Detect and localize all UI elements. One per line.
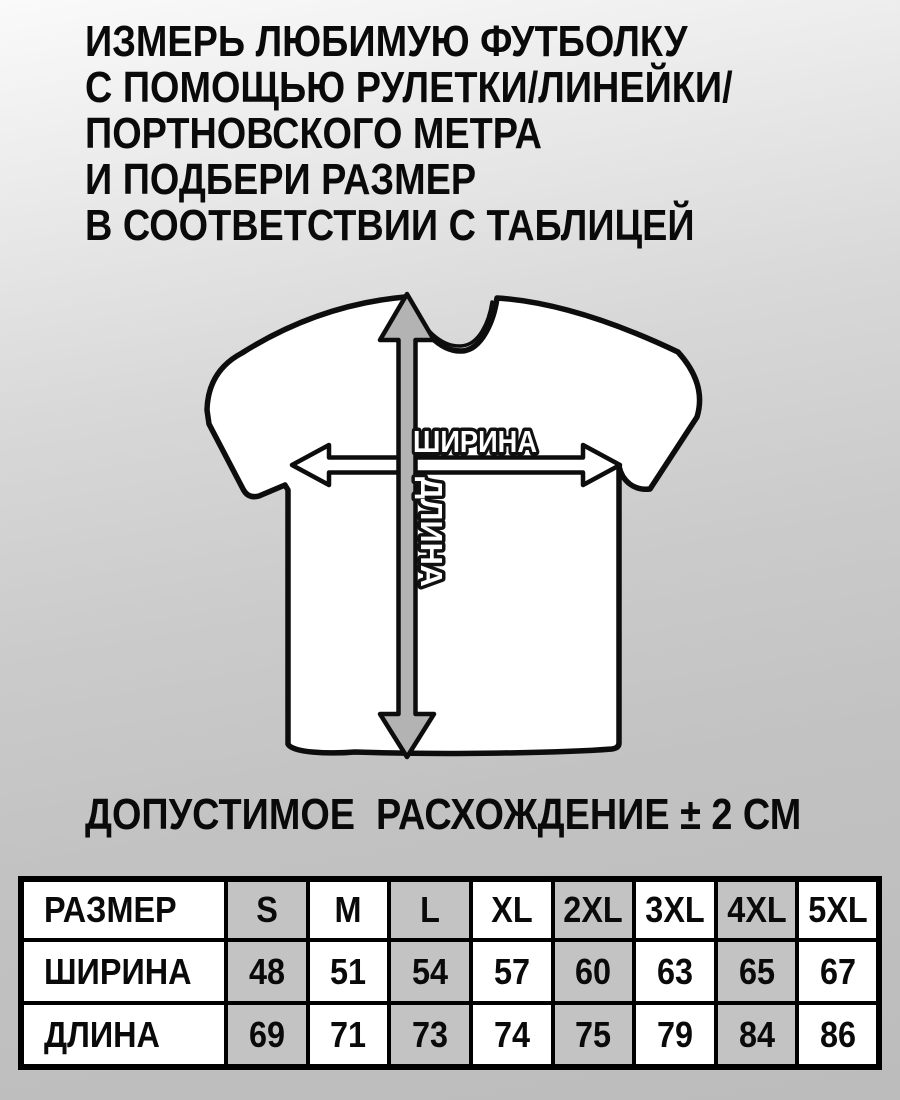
size-col-header-3xl: 3XL [634,879,716,940]
length-value-3xl: 79 [634,1003,716,1067]
size-table [18,876,882,1070]
width-value-2xl: 60 [553,940,635,1003]
width-row [21,940,879,1003]
length-value-2xl: 75 [553,1003,635,1067]
length-value-s: 69 [226,1003,308,1067]
length-row [21,1003,879,1067]
width-value-m: 51 [308,940,390,1003]
width-value-4xl: 65 [716,940,798,1003]
size-col-header-xl: XL [471,879,553,940]
size-col-header-l: L [389,879,471,940]
length-value-4xl: 84 [716,1003,798,1067]
size-col-header-5xl: 5XL [797,879,879,940]
size-col-header-4xl: 4XL [716,879,798,940]
size-col-header-s: S [226,879,308,940]
tolerance-note: ДОПУСТИМОЕ РАСХОЖДЕНИЕ ± 2 СМ [85,790,802,839]
size-table-corner-header: РАЗМЕР [21,879,226,940]
instructions-line-5: В СООТВЕТСТВИИ С ТАБЛИЦЕЙ [85,201,695,250]
length-label: ДЛИНА [414,477,449,588]
size-table-header-row [21,879,879,940]
width-label: ШИРИНА [413,424,537,459]
tshirt-outline [207,297,700,753]
length-value-l: 73 [389,1003,471,1067]
size-col-header-m: M [308,879,390,940]
instructions-line-1: ИЗМЕРЬ ЛЮБИМУЮ ФУТБОЛКУ [85,17,688,66]
instructions-line-4: И ПОДБЕРИ РАЗМЕР [85,155,477,204]
length-value-m: 71 [308,1003,390,1067]
width-value-3xl: 63 [634,940,716,1003]
width-value-l: 54 [389,940,471,1003]
instructions-line-2: С ПОМОЩЬЮ РУЛЕТКИ/ЛИНЕЙКИ/ [85,63,733,112]
width-row-label: ШИРИНА [21,940,226,1003]
length-value-5xl: 86 [797,1003,879,1067]
instructions-line-3: ПОРТНОВСКОГО МЕТРА [85,109,543,158]
width-value-5xl: 67 [797,940,879,1003]
length-row-label: ДЛИНА [21,1003,226,1067]
width-value-xl: 57 [471,940,553,1003]
length-value-xl: 74 [471,1003,553,1067]
size-col-header-2xl: 2XL [553,879,635,940]
width-value-s: 48 [226,940,308,1003]
